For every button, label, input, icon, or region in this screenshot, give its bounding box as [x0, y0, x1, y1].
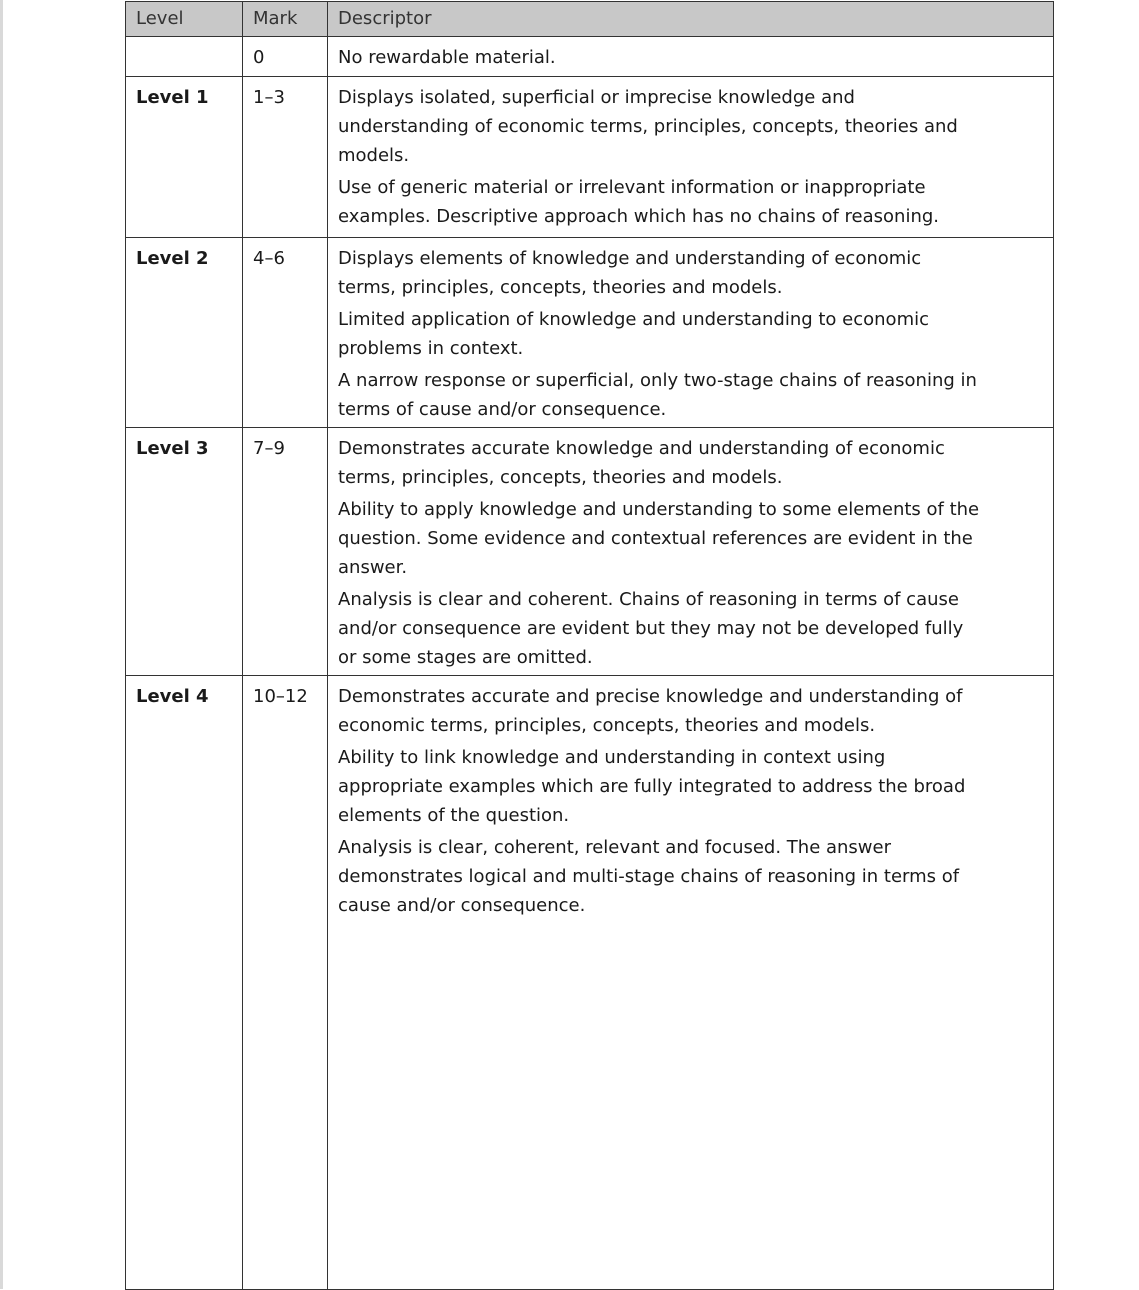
- descriptor-paragraph: Ability to link knowledge and understanding in context using appropriate examples which are fully integrated to address the broad elements of the question.: [338, 747, 966, 826]
- mark-cell: 7–9: [243, 428, 328, 676]
- header-descriptor: Descriptor: [328, 2, 1054, 37]
- descriptor-cell: [328, 676, 1054, 1290]
- level-cell: Level 1: [126, 77, 243, 238]
- descriptor-paragraph: Ability to apply knowledge and understanding to some elements of the question. Some evidence and contextual references are evident in the answer.: [338, 499, 980, 578]
- mark-cell: 1–3: [243, 77, 328, 238]
- table-row: [126, 37, 1054, 77]
- descriptor-cell: [328, 37, 1054, 77]
- mark-cell: 4–6: [243, 238, 328, 428]
- level-cell: Level 3: [126, 428, 243, 676]
- descriptor-paragraph: Use of generic material or irrelevant information or inappropriate examples. Descriptive approach which has no chains of reasoning.: [338, 177, 940, 227]
- descriptor-paragraph: Analysis is clear, coherent, relevant and focused. The answer demonstrates logical and multi-stage chains of reasoning in terms of cause and/or consequence.: [338, 837, 960, 916]
- level-cell: Level 2: [126, 238, 243, 428]
- level-cell: Level 4: [126, 676, 243, 1290]
- descriptor-paragraph: Displays isolated, superficial or imprecise knowledge and understanding of economic terms, principles, concepts, theories and models.: [338, 87, 958, 166]
- descriptor-paragraph: Limited application of knowledge and understanding to economic problems in context.: [338, 309, 930, 359]
- descriptor-paragraph: Demonstrates accurate and precise knowledge and understanding of economic terms, principles, concepts, theories and models.: [338, 686, 963, 736]
- descriptor-paragraph: No rewardable material.: [338, 47, 556, 68]
- table-row: [126, 77, 1054, 238]
- descriptor-paragraph: Demonstrates accurate knowledge and understanding of economic terms, principles, concepts, theories and models.: [338, 438, 945, 488]
- descriptor-paragraph: A narrow response or superficial, only two-stage chains of reasoning in terms of cause and/or consequence.: [338, 370, 977, 420]
- table-row: [126, 676, 1054, 1290]
- page-edge: [0, 0, 3, 1289]
- descriptor-cell: [328, 238, 1054, 428]
- descriptor-cell: [328, 77, 1054, 238]
- mark-cell: 0: [243, 37, 328, 77]
- header-row: [126, 2, 1054, 37]
- mark-scheme-table: [125, 1, 1054, 1290]
- table-row: [126, 428, 1054, 676]
- descriptor-cell: [328, 428, 1054, 676]
- mark-cell: 10–12: [243, 676, 328, 1290]
- descriptor-paragraph: Displays elements of knowledge and understanding of economic terms, principles, concepts, theories and models.: [338, 248, 922, 298]
- descriptor-paragraph: Analysis is clear and coherent. Chains of reasoning in terms of cause and/or consequence are evident but they may not be developed fully or some stages are omitted.: [338, 589, 964, 668]
- level-cell: [126, 37, 243, 77]
- header-mark: Mark: [243, 2, 328, 37]
- header-level: Level: [126, 2, 243, 37]
- table-row: [126, 238, 1054, 428]
